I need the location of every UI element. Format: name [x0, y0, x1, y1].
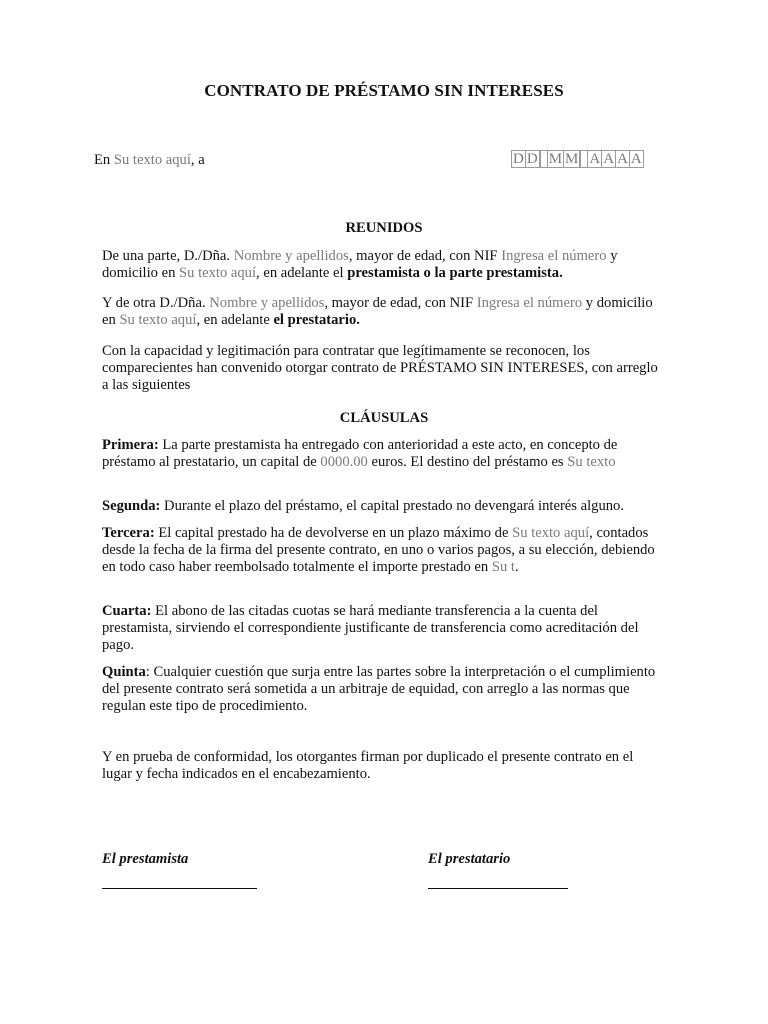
document-title: CONTRATO DE PRÉSTAMO SIN INTERESES [204, 81, 564, 100]
clause-segunda: Segunda: Durante el plazo del préstamo, el capital prestado no devengará interés alguno. [102, 498, 624, 514]
date-day-2: D [526, 151, 538, 167]
borrower-nif-field[interactable]: Ingresa el número [476, 295, 583, 311]
borrower-address-field[interactable]: Su texto aquí [119, 312, 197, 328]
lender-signature-label: El prestamista [102, 851, 189, 867]
clause-cuarta: Cuarta: El abono de las citadas cuotas se hará mediante transferencia a la cuenta del prestamista, sirviendo el correspondiente justificante de transferencia como acreditación del pago. [102, 603, 639, 653]
date-separator [580, 150, 587, 168]
repayment-deadline-field[interactable]: Su t [491, 559, 515, 575]
place-line [94, 152, 205, 169]
lender-role: prestamista o la parte prestamista. [347, 265, 563, 281]
date-separator [540, 150, 547, 168]
capacity-paragraph: Con la capacidad y legitimación para contratar que legítimamente se reconocen, los comparecientes han convenido otorgar contrato de PRÉSTAMO SIN INTERESES, con arreglo a las siguientes [102, 343, 658, 393]
loan-amount-field[interactable]: 0000.00 [320, 454, 368, 470]
reunidos-heading: REUNIDOS [345, 220, 423, 236]
date-day-1: D [513, 151, 524, 167]
clause-label: Segunda: [102, 498, 161, 514]
date-year-4: A [630, 151, 642, 167]
borrower-signature-label: El prestatario [428, 851, 511, 867]
clause-label: Tercera: [102, 525, 155, 541]
borrower-name-field[interactable]: Nombre y apellidos [209, 295, 325, 311]
borrower-signature-line[interactable] [428, 888, 568, 889]
date-field[interactable] [511, 150, 644, 168]
clause-label: Primera: [102, 437, 159, 453]
repayment-term-field[interactable]: Su texto aquí [512, 525, 590, 541]
place-prefix: En [94, 152, 114, 168]
closing-paragraph: Y en prueba de conformidad, los otorgantes firman por duplicado el presente contrato en el lugar y fecha indicados en el encabezamiento. [102, 749, 634, 782]
clause-label: Cuarta: [102, 603, 152, 619]
clausulas-heading: CLÁUSULAS [339, 410, 429, 426]
clause-tercera: Tercera: El capital prestado ha de devolverse en un plazo máximo de Su texto aquí, contados desde la fecha de la firma del presente contrato, en uno o varios pagos, a su elección, debiendo en todo caso haber reembolsado totalmente el importe prestado en Su t. [102, 525, 655, 575]
place-field[interactable]: Su texto aquí [113, 152, 191, 168]
lender-name-field[interactable]: Nombre y apellidos [233, 248, 349, 264]
borrower-role: el prestatario. [273, 312, 360, 328]
party-lender-paragraph: De una parte, D./Dña. Nombre y apellidos, mayor de edad, con NIF Ingresa el número y domicilio en Su texto aquí, en adelante el prestamista o la parte prestamista. [102, 248, 618, 281]
party-borrower-paragraph: Y de otra D./Dña. Nombre y apellidos, mayor de edad, con NIF Ingresa el número y domicilio en Su texto aquí, en adelante el prestatario. [102, 295, 653, 328]
date-year-3: A [617, 151, 628, 167]
date-month-2: M [565, 151, 579, 167]
place-suffix: , a [190, 152, 205, 168]
clause-primera: Primera: La parte prestamista ha entregado con anterioridad a este acto, en concepto de préstamo al prestatario, un capital de 0000.00 euros. El destino del préstamo es Su texto [102, 437, 618, 470]
date-year-1: A [589, 151, 601, 167]
loan-purpose-field[interactable]: Su texto [567, 454, 616, 470]
clause-label: Quinta [102, 664, 146, 680]
lender-nif-field[interactable]: Ingresa el número [501, 248, 607, 264]
lender-signature-line[interactable] [102, 888, 257, 889]
date-year-2: A [603, 151, 615, 167]
date-month-1: M [548, 151, 563, 167]
clause-quinta: Quinta: Cualquier cuestión que surja entre las partes sobre la interpretación o el cumplimiento del presente contrato será sometida a un arbitraje de equidad, con arreglo a las normas que regulan este tipo de procedimiento. [102, 664, 656, 714]
lender-address-field[interactable]: Su texto aquí [179, 265, 257, 281]
